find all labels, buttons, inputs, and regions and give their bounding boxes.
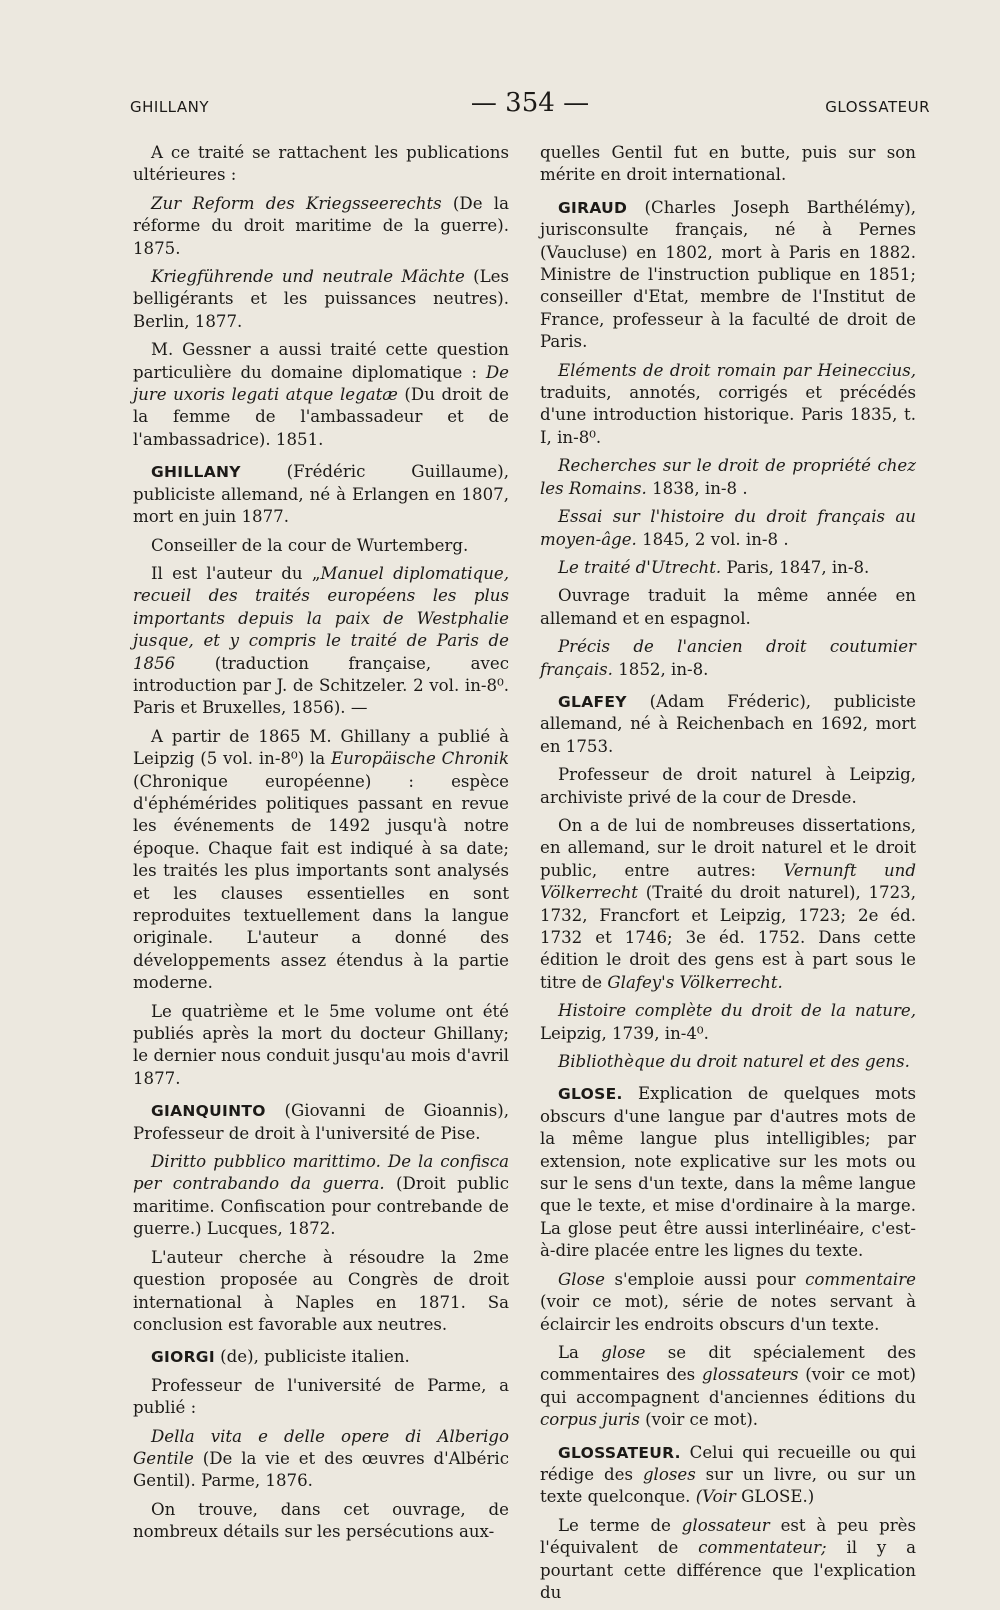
paragraph: On a de lui de nombreuses dissertations, en allemand, sur le droit naturel et le droit public, entre autres: Vernunft und Völkerrecht (Traité du droit naturel), 1723, 1732, Francfort et Leipzig, 1723; 2e éd. 1732 et 1746; 3e éd. 1752. Dans cette édition le droit des gens est à part sous le titre de Glafey's Völkerrecht. bbox=[540, 815, 916, 992]
header-right-headword: GLOSSATEUR bbox=[825, 98, 930, 116]
citation: Kriegführende und neutrale Mächte (Les belligérants et les puissances neutres). Berlin, 1877. bbox=[133, 267, 509, 331]
paragraph: A ce traité se rattachent les publications ultérieures : bbox=[133, 143, 509, 185]
header-left-headword: GHILLANY bbox=[130, 98, 210, 116]
entry-headword: GIANQUINTO bbox=[151, 1102, 266, 1121]
running-header bbox=[130, 88, 930, 128]
citation: Della vita e delle opere di Alberigo Gentile (De la vie et des œuvres d'Albéric Gentil). Parme, 1876. bbox=[133, 1426, 509, 1491]
paragraph: Ouvrage traduit la même année en allemand et en espagnol. bbox=[540, 586, 916, 628]
paragraph: quelles Gentil fut en butte, puis sur son mérite en droit international. bbox=[540, 143, 916, 185]
paragraph: On trouve, dans cet ouvrage, de nombreux détails sur les persécutions aux- bbox=[133, 1499, 509, 1542]
paragraph: M. Gessner a aussi traité cette question particulière du domaine diplomatique : De jure uxoris legati atque legatæ (Du droit de la femme de l'ambassadeur et de l'ambassadrice). 1851. bbox=[133, 340, 509, 449]
citation: Histoire complète du droit de la nature, Leipzig, 1739, in-4⁰. bbox=[540, 1001, 916, 1043]
left-column bbox=[133, 142, 509, 1550]
paragraph: Glose s'emploie aussi pour commentaire (voir ce mot), série de notes servant à éclaircir les endroits obscurs d'un texte. bbox=[540, 1269, 916, 1334]
entry-headword: GLOSSATEUR. bbox=[558, 1443, 681, 1462]
entry-headword: GLOSE. bbox=[558, 1085, 623, 1104]
paragraph: Le quatrième et le 5me volume ont été publiés après la mort du docteur Ghillany; le dernier nous conduit jusqu'au mois d'avril 1877. bbox=[133, 1001, 509, 1088]
paragraph: L'auteur cherche à résoudre la 2me question proposée au Congrès de droit international à Naples en 1871. Sa conclusion est favorable aux neutres. bbox=[133, 1247, 509, 1334]
entry-giraud: GIRAUD (Charles Joseph Barthélémy), jurisconsulte français, né à Pernes (Vaucluse) en 1802, mort à Paris en 1882. Ministre de l'instruction publique en 1851; conseiller d'Etat, membre de l'Institut de France, professeur à la faculté de droit de Paris. bbox=[540, 197, 916, 352]
citation: Zur Reform des Kriegsseerechts (De la réforme du droit maritime de la guerre). 1875. bbox=[133, 193, 509, 258]
citation: Recherches sur le droit de propriété chez les Romains. 1838, in-8 . bbox=[540, 456, 916, 498]
citation: Précis de l'ancien droit coutumier français. 1852, in-8. bbox=[540, 637, 916, 679]
entry-headword: GHILLANY bbox=[151, 463, 241, 482]
entry-glossateur: GLOSSATEUR. Celui qui recueille ou qui rédige des gloses sur un livre, ou sur un texte quelconque. (Voir GLOSE.) bbox=[540, 1442, 916, 1507]
page-number: — 354 — bbox=[470, 88, 590, 118]
entry-headword: GIRAUD bbox=[558, 198, 628, 217]
paragraph: Conseiller de la cour de Wurtemberg. bbox=[151, 535, 469, 555]
paragraph: La glose se dit spécialement des commentaires des glossateurs (voir ce mot) qui accompagnent d'anciennes éditions du corpus juris (voir ce mot). bbox=[540, 1342, 916, 1430]
entry-giorgi: GIORGI (de), publiciste italien. bbox=[151, 1347, 410, 1367]
entry-headword: GLAFEY bbox=[558, 692, 627, 711]
entry-ghillany: GHILLANY (Frédéric Guillaume), publiciste allemand, né à Erlangen en 1807, mort en juin 1877. bbox=[133, 462, 509, 527]
citation: Eléments de droit romain par Heineccius, traduits, annotés, corrigés et précédés d'une introduction historique. Paris 1835, t. I, in-8⁰. bbox=[540, 360, 916, 447]
entry-gianquinto: GIANQUINTO (Giovanni de Gioannis), Professeur de droit à l'université de Pise. bbox=[133, 1101, 509, 1143]
citation: Diritto pubblico marittimo. De la confisca per contrabando da guerra. (Droit public maritime. Confiscation pour contrebande de guerre.) Lucques, 1872. bbox=[133, 1152, 509, 1239]
citation: Essai sur l'histoire du droit français au moyen-âge. 1845, 2 vol. in-8 . bbox=[540, 507, 916, 549]
paragraph: Le terme de glossateur est à peu près l'équivalent de commentateur; il y a pourtant cette différence que l'explication du bbox=[540, 1515, 916, 1602]
entry-headword: GIORGI bbox=[151, 1348, 215, 1367]
entry-glose: GLOSE. Explication de quelques mots obscurs d'une langue par d'autres mots de la même langue plus intelligibles; par extension, note explicative sur les mots ou sur le sens d'un texte, dans la même langue que le texte, et mise d'ordinaire à la marge. La glose peut être aussi interlinéaire, c'est-à-dire placée entre les lignes du texte. bbox=[540, 1084, 916, 1261]
right-column bbox=[540, 142, 916, 1610]
paragraph: Il est l'auteur du „Manuel diplomatique, recueil des traités européens les plus importants depuis la paix de Westphalie jusque, et y compris le traité de Paris de 1856 (traduction française, avec introduction par J. de Schitzeler. 2 vol. in-8⁰. Paris et Bruxelles, 1856). — bbox=[133, 563, 509, 718]
paragraph: Professeur de droit naturel à Leipzig, archiviste privé de la cour de Dresde. bbox=[540, 765, 916, 807]
entry-glafey: GLAFEY (Adam Fréderic), publiciste allemand, né à Reichenbach en 1692, mort en 1753. bbox=[540, 691, 916, 756]
citation: Le traité d'Utrecht. Paris, 1847, in-8. bbox=[558, 557, 870, 577]
citation: Bibliothèque du droit naturel et des gens. bbox=[558, 1052, 910, 1072]
paragraph: A partir de 1865 M. Ghillany a publié à Leipzig (5 vol. in-8⁰) la Europäische Chronik (Chronique européenne) : espèce d'éphémérides politiques passant en revue les événements de 1492 jusqu'à notre époque. Chaque fait est indiqué à sa date; les traités les plus importants sont analysés et les clauses essentielles en sont reproduites textuellement dans la langue originale. L'auteur a donné des développements assez étendus à la partie moderne. bbox=[133, 726, 509, 993]
paragraph: Professeur de l'université de Parme, a publié : bbox=[133, 1375, 509, 1418]
